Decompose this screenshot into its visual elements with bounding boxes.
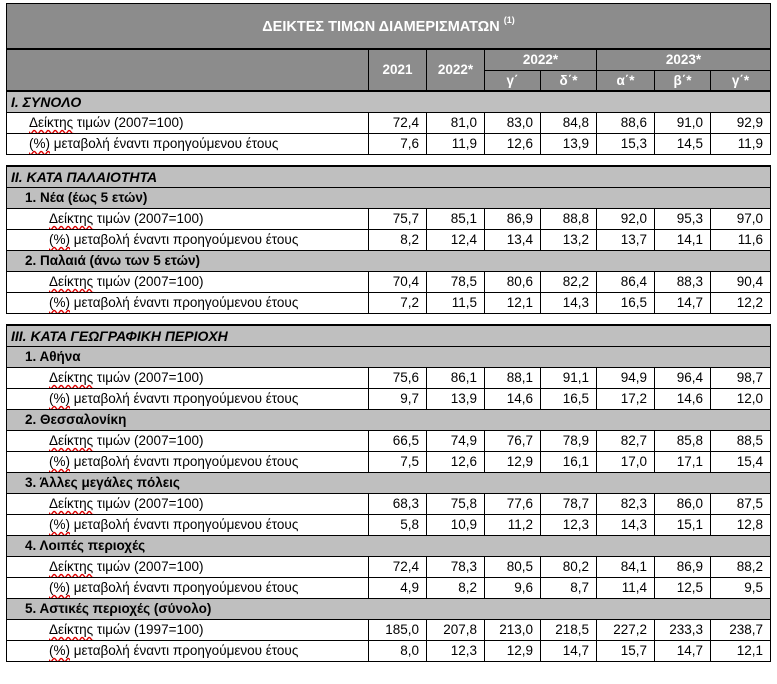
value-cell: 88,3	[655, 272, 711, 293]
value-cell: 8,0	[369, 641, 427, 662]
value-cell: 15,7	[597, 641, 655, 662]
value-cell: 11,5	[427, 293, 485, 314]
row-label	[7, 452, 369, 473]
value-cell: 12,2	[711, 293, 771, 314]
value-cell: 14,3	[541, 293, 597, 314]
label-first-word: (%)	[49, 232, 70, 248]
value-cell: 10,9	[427, 515, 485, 536]
value-cell: 7,5	[369, 452, 427, 473]
group-header-row	[7, 251, 771, 272]
table-row	[7, 515, 771, 536]
value-cell: 207,8	[427, 620, 485, 641]
value-cell: 8,2	[427, 578, 485, 599]
row-label	[7, 272, 369, 293]
header-quarter: γ΄*	[711, 71, 771, 92]
row-label	[7, 641, 369, 662]
label-rest: τιμών (2007=100)	[93, 496, 204, 512]
table-row	[7, 557, 771, 578]
row-label	[7, 620, 369, 641]
value-cell: 7,2	[369, 293, 427, 314]
section-title: ΙΙΙ. ΚΑΤΑ ΓΕΩΓΡΑΦΙΚΗ ΠΕΡΙΟΧΗ	[7, 325, 771, 347]
value-cell: 86,1	[427, 368, 485, 389]
table-row	[7, 293, 771, 314]
value-cell: 78,3	[427, 557, 485, 578]
value-cell: 14,6	[655, 389, 711, 410]
value-cell: 68,3	[369, 494, 427, 515]
value-cell: 82,7	[597, 431, 655, 452]
section-title: ΙΙ. ΚΑΤΑ ΠΑΛΑΙΟΤΗΤΑ	[7, 166, 771, 188]
value-cell: 13,4	[485, 230, 541, 251]
table-row	[7, 494, 771, 515]
header-quarter: γ΄	[485, 71, 541, 92]
value-cell: 14,3	[597, 515, 655, 536]
row-label	[7, 134, 369, 155]
value-cell: 72,4	[369, 557, 427, 578]
value-cell: 86,9	[485, 209, 541, 230]
table-row	[7, 641, 771, 662]
label-first-word: Δείκτης	[49, 274, 94, 290]
value-cell: 76,7	[485, 431, 541, 452]
value-cell: 17,2	[597, 389, 655, 410]
value-cell: 13,7	[597, 230, 655, 251]
label-first-word: Δείκτης	[29, 115, 74, 131]
value-cell: 82,2	[541, 272, 597, 293]
value-cell: 87,5	[711, 494, 771, 515]
value-cell: 90,4	[711, 272, 771, 293]
value-cell: 14,6	[485, 389, 541, 410]
group-title: 2. Παλαιά (άνω των 5 ετών)	[7, 251, 771, 272]
value-cell: 12,1	[711, 641, 771, 662]
header-quarter: α΄*	[597, 71, 655, 92]
price-index-table	[6, 3, 771, 662]
value-cell: 16,5	[541, 389, 597, 410]
value-cell: 218,5	[541, 620, 597, 641]
header-2022-annual: 2022*	[427, 49, 485, 91]
value-cell: 12,3	[541, 515, 597, 536]
label-rest: μεταβολή έναντι προηγούμενου έτους	[70, 454, 299, 470]
label-rest: μεταβολή έναντι προηγούμενου έτους	[70, 643, 299, 659]
header-quarter: β΄*	[655, 71, 711, 92]
row-label	[7, 578, 369, 599]
value-cell: 85,1	[427, 209, 485, 230]
spacer-cell	[7, 155, 771, 167]
header-2022-quarters: 2022*	[485, 49, 597, 71]
value-cell: 98,7	[711, 368, 771, 389]
value-cell: 12,3	[427, 641, 485, 662]
row-label	[7, 557, 369, 578]
section-header-row	[7, 91, 771, 113]
label-rest: τιμών (2007=100)	[93, 433, 204, 449]
row-label	[7, 431, 369, 452]
table-row	[7, 431, 771, 452]
label-rest: μεταβολή έναντι προηγούμενου έτους	[70, 295, 299, 311]
value-cell: 8,7	[541, 578, 597, 599]
value-cell: 11,4	[597, 578, 655, 599]
value-cell: 14,7	[655, 641, 711, 662]
label-rest: μεταβολή έναντι προηγούμενου έτους	[70, 391, 299, 407]
label-rest: τιμών (2007=100)	[93, 274, 204, 290]
label-first-word: (%)	[49, 643, 70, 659]
value-cell: 16,5	[597, 293, 655, 314]
group-header-row	[7, 473, 771, 494]
table-row	[7, 620, 771, 641]
group-title: 3. Άλλες μεγάλες πόλεις	[7, 473, 771, 494]
group-header-row	[7, 410, 771, 431]
value-cell: 11,6	[711, 230, 771, 251]
label-rest: τιμών (2007=100)	[93, 559, 204, 575]
value-cell: 86,0	[655, 494, 711, 515]
group-title: 4. Λοιπές περιοχές	[7, 536, 771, 557]
table-row	[7, 368, 771, 389]
value-cell: 86,9	[655, 557, 711, 578]
row-label	[7, 113, 369, 134]
value-cell: 88,6	[597, 113, 655, 134]
label-first-word: (%)	[49, 580, 70, 596]
section-title: Ι. ΣΥΝΟΛΟ	[7, 91, 771, 113]
value-cell: 11,9	[711, 134, 771, 155]
label-first-word: (%)	[29, 136, 50, 152]
value-cell: 238,7	[711, 620, 771, 641]
value-cell: 78,7	[541, 494, 597, 515]
value-cell: 12,9	[485, 641, 541, 662]
table-row	[7, 452, 771, 473]
value-cell: 12,8	[711, 515, 771, 536]
row-label	[7, 389, 369, 410]
group-header-row	[7, 599, 771, 620]
label-rest: μεταβολή έναντι προηγούμενου έτους	[50, 136, 279, 152]
label-rest: μεταβολή έναντι προηγούμενου έτους	[70, 232, 299, 248]
header-quarter: δ΄*	[541, 71, 597, 92]
value-cell: 12,0	[711, 389, 771, 410]
value-cell: 15,1	[655, 515, 711, 536]
value-cell: 80,5	[485, 557, 541, 578]
value-cell: 91,1	[541, 368, 597, 389]
value-cell: 74,9	[427, 431, 485, 452]
value-cell: 97,0	[711, 209, 771, 230]
table-title-row	[7, 4, 771, 50]
value-cell: 8,2	[369, 230, 427, 251]
row-label	[7, 209, 369, 230]
section-header-row	[7, 325, 771, 347]
value-cell: 84,8	[541, 113, 597, 134]
value-cell: 213,0	[485, 620, 541, 641]
value-cell: 83,0	[485, 113, 541, 134]
group-header-row	[7, 347, 771, 368]
value-cell: 12,6	[485, 134, 541, 155]
label-first-word: (%)	[49, 391, 70, 407]
value-cell: 81,0	[427, 113, 485, 134]
label-rest: τιμών (2007=100)	[93, 211, 204, 227]
value-cell: 17,0	[597, 452, 655, 473]
group-title: 1. Νέα (έως 5 ετών)	[7, 188, 771, 209]
value-cell: 12,6	[427, 452, 485, 473]
value-cell: 15,3	[597, 134, 655, 155]
value-cell: 72,4	[369, 113, 427, 134]
value-cell: 227,2	[597, 620, 655, 641]
value-cell: 9,5	[711, 578, 771, 599]
row-label	[7, 515, 369, 536]
value-cell: 11,9	[427, 134, 485, 155]
value-cell: 75,8	[427, 494, 485, 515]
table-row	[7, 272, 771, 293]
value-cell: 4,9	[369, 578, 427, 599]
value-cell: 9,7	[369, 389, 427, 410]
table-row	[7, 578, 771, 599]
row-label	[7, 230, 369, 251]
value-cell: 12,1	[485, 293, 541, 314]
title-note: (1)	[503, 14, 515, 25]
value-cell: 15,4	[711, 452, 771, 473]
header-2023-quarters: 2023*	[597, 49, 771, 71]
value-cell: 80,2	[541, 557, 597, 578]
table-row	[7, 113, 771, 134]
value-cell: 84,1	[597, 557, 655, 578]
value-cell: 5,8	[369, 515, 427, 536]
value-cell: 88,2	[711, 557, 771, 578]
label-first-word: Δείκτης	[49, 496, 94, 512]
section-header-row	[7, 166, 771, 188]
label-rest: τιμών (2007=100)	[73, 115, 184, 131]
value-cell: 13,9	[427, 389, 485, 410]
value-cell: 12,9	[485, 452, 541, 473]
group-title: 1. Αθήνα	[7, 347, 771, 368]
table-title	[7, 4, 771, 50]
label-first-word: Δείκτης	[49, 433, 94, 449]
label-first-word: Δείκτης	[49, 211, 94, 227]
label-first-word: (%)	[49, 454, 70, 470]
group-title: 2. Θεσσαλονίκη	[7, 410, 771, 431]
value-cell: 95,3	[655, 209, 711, 230]
table-row	[7, 134, 771, 155]
value-cell: 85,8	[655, 431, 711, 452]
label-first-word: Δείκτης	[49, 559, 94, 575]
value-cell: 16,1	[541, 452, 597, 473]
value-cell: 12,5	[655, 578, 711, 599]
value-cell: 88,1	[485, 368, 541, 389]
value-cell: 91,0	[655, 113, 711, 134]
value-cell: 77,6	[485, 494, 541, 515]
value-cell: 78,9	[541, 431, 597, 452]
value-cell: 82,3	[597, 494, 655, 515]
table-row	[7, 230, 771, 251]
spacer-cell	[7, 314, 771, 326]
label-rest: μεταβολή έναντι προηγούμενου έτους	[70, 517, 299, 533]
value-cell: 88,8	[541, 209, 597, 230]
value-cell: 94,9	[597, 368, 655, 389]
label-first-word: Δείκτης	[49, 622, 94, 638]
group-header-row	[7, 188, 771, 209]
header-row-years	[7, 49, 771, 71]
value-cell: 92,0	[597, 209, 655, 230]
label-first-word: Δείκτης	[49, 370, 94, 386]
value-cell: 88,5	[711, 431, 771, 452]
table-row	[7, 209, 771, 230]
value-cell: 14,7	[655, 293, 711, 314]
header-blank	[7, 49, 369, 91]
label-rest: μεταβολή έναντι προηγούμενου έτους	[70, 580, 299, 596]
section-spacer	[7, 314, 771, 326]
value-cell: 75,6	[369, 368, 427, 389]
value-cell: 11,2	[485, 515, 541, 536]
value-cell: 92,9	[711, 113, 771, 134]
table-row	[7, 389, 771, 410]
label-first-word: (%)	[49, 517, 70, 533]
value-cell: 66,5	[369, 431, 427, 452]
row-label	[7, 368, 369, 389]
group-title: 5. Αστικές περιοχές (σύνολο)	[7, 599, 771, 620]
value-cell: 96,4	[655, 368, 711, 389]
value-cell: 12,4	[427, 230, 485, 251]
title-text: ΔΕΙΚΤΕΣ ΤΙΜΩΝ ΔΙΑΜΕΡΙΣΜΑΤΩΝ	[262, 18, 500, 35]
label-rest: τιμών (1997=100)	[93, 622, 204, 638]
value-cell: 185,0	[369, 620, 427, 641]
label-rest: τιμών (2007=100)	[93, 370, 204, 386]
value-cell: 13,2	[541, 230, 597, 251]
value-cell: 13,9	[541, 134, 597, 155]
group-header-row	[7, 536, 771, 557]
row-label	[7, 293, 369, 314]
value-cell: 86,4	[597, 272, 655, 293]
value-cell: 14,5	[655, 134, 711, 155]
value-cell: 9,6	[485, 578, 541, 599]
label-first-word: (%)	[49, 295, 70, 311]
value-cell: 78,5	[427, 272, 485, 293]
value-cell: 14,1	[655, 230, 711, 251]
row-label	[7, 494, 369, 515]
value-cell: 14,7	[541, 641, 597, 662]
value-cell: 80,6	[485, 272, 541, 293]
header-2021: 2021	[369, 49, 427, 91]
section-spacer	[7, 155, 771, 167]
value-cell: 70,4	[369, 272, 427, 293]
value-cell: 7,6	[369, 134, 427, 155]
value-cell: 17,1	[655, 452, 711, 473]
value-cell: 233,3	[655, 620, 711, 641]
value-cell: 75,7	[369, 209, 427, 230]
